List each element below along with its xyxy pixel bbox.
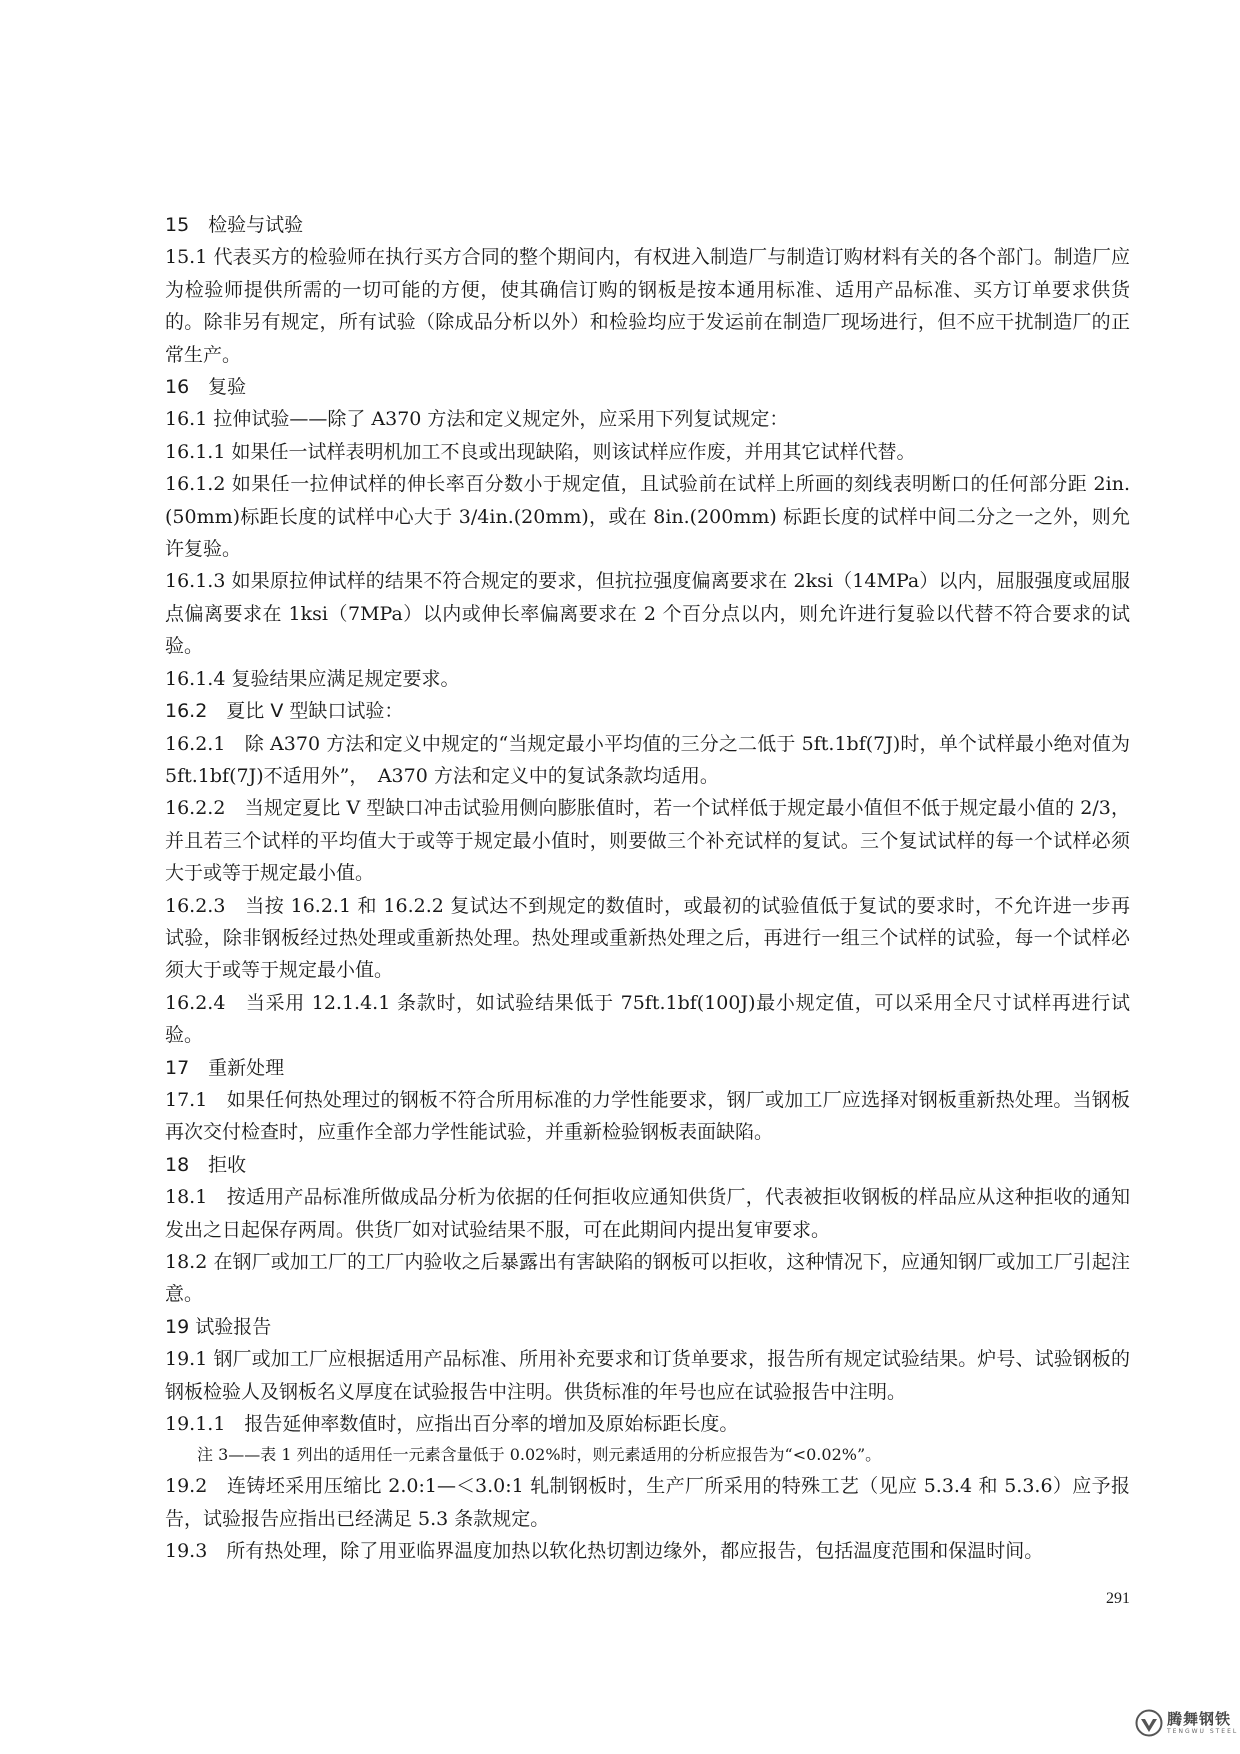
paragraph: 16.1.4 复验结果应满足规定要求。 (165, 667, 460, 690)
section-heading: 16.2 夏比 V 型缺口试验： (165, 700, 404, 723)
paragraph: 16.1 拉伸试验——除了 A370 方法和定义规定外，应采用下列复试规定： (165, 408, 789, 431)
paragraph: 19.3 所有热处理，除了用亚临界温度加热以软化热切割边缘外，都应报告，包括温度范围和保温时间。 (165, 1540, 1044, 1563)
section-heading: 17 重新处理 (165, 1056, 285, 1079)
tengwu-steel-logo-icon (1135, 1709, 1163, 1737)
paragraph: 19.2 连铸坯采用压缩比 2.0:1—＜3.0:1 轧制钢板时，生产厂所采用的特殊工艺（见应 5.3.4 和 5.3.6）应予报告，试验报告应指出已经满足 5.3 条款规定。 (165, 1475, 1130, 1530)
section-heading: 15 检验与试验 (165, 214, 304, 236)
paragraph: 16.2.3 当按 16.2.1 和 16.2.2 复试达不到规定的数值时，或最初的试验值低于复试的要求时，不允许进一步再试验，除非钢板经过热处理或重新热处理。热处理或重新热处理之后，再进行一组三个试样的试验，每一个试样必须大于或等于规定最小值。 (165, 894, 1130, 982)
paragraph: 17.1 如果任何热处理过的钢板不符合所用标准的力学性能要求，钢厂或加工厂应选择对钢板重新热处理。当钢板再次交付检查时，应重作全部力学性能试验，并重新检验钢板表面缺陷。 (165, 1088, 1130, 1144)
logo-name-en: TENGWU STEEL (1167, 1727, 1239, 1735)
section-heading: 16 复验 (165, 376, 247, 399)
note: 注 3——表 1 列出的适用任一元素含量低于 0.02%时，则元素适用的分析应报告为“<0.02%”。 (197, 1445, 882, 1465)
paragraph: 16.1.3 如果原拉伸试样的结果不符合规定的要求，但抗拉强度偏离要求在 2ksi（14MPa）以内，屈服强度或屈服点偏离要求在 1ksi（7MPa）以内或伸长率偏离要求在 2 个百分点以内，则允许进行复验以代替不符合要求的试验。 (165, 570, 1130, 658)
page-number: 291 (1106, 1590, 1130, 1607)
section-heading: 18 拒收 (165, 1153, 247, 1176)
document-body (165, 209, 1130, 1568)
paragraph: 18.2 在钢厂或加工厂的工厂内验收之后暴露出有害缺陷的钢板可以拒收，这种情况下，应通知钢厂或加工厂引起注意。 (165, 1251, 1130, 1306)
paragraph: 16.2.1 除 A370 方法和定义中规定的“当规定最小平均值的三分之二低于 5ft.1bf(7J)时，单个试样最小绝对值为 5ft.1bf(7J)不适用外”， A370 方法和定义中的复试条款均适用。 (165, 732, 1130, 787)
brand-logo (1135, 1695, 1240, 1750)
paragraph: 18.1 按适用产品标准所做成品分析为依据的任何拒收应通知供货厂，代表被拒收钢板的样品应从这种拒收的通知发出之日起保存两周。供货厂如对试验结果不服，可在此期间内提出复审要求。 (165, 1186, 1130, 1241)
paragraph: 15.1 代表买方的检验师在执行买方合同的整个期间内，有权进入制造厂与制造订购材料有关的各个部门。制造厂应为检验师提供所需的一切可能的方便，使其确信订购的钢板是按本通用标准、适用产品标准、买方订单要求供货的。除非另有规定，所有试验（除成品分析以外）和检验均应于发运前在制造厂现场进行，但不应干扰制造厂的正常生产。 (165, 246, 1130, 366)
logo-name-cn: 腾舞钢铁 (1167, 1709, 1232, 1728)
paragraph: 16.1.2 如果任一拉伸试样的伸长率百分数小于规定值，且试验前在试样上所画的刻线表明断口的任何部分距 2in.(50mm)标距长度的试样中心大于 3/4in.(20mm)，或在 8in.(200mm) 标距长度的试样中间二分之一之外，则允许复验。 (165, 473, 1130, 561)
paragraph: 19.1 钢厂或加工厂应根据适用产品标准、所用补充要求和订货单要求，报告所有规定试验结果。炉号、试验钢板的钢板检验人及钢板名义厚度在试验报告中注明。供货标准的年号也应在试验报告中注明。 (165, 1348, 1130, 1403)
paragraph: 19.1.1 报告延伸率数值时，应指出百分率的增加及原始标距长度。 (165, 1413, 739, 1436)
paragraph: 16.2.4 当采用 12.1.4.1 条款时，如试验结果低于 75ft.1bf(100J)最小规定值，可以采用全尺寸试样再进行试验。 (165, 991, 1130, 1047)
paragraph: 16.1.1 如果任一试样表明机加工不良或出现缺陷，则该试样应作废，并用其它试样代替。 (165, 440, 916, 463)
paragraph: 16.2.2 当规定夏比 V 型缺口冲击试验用侧向膨胀值时，若一个试样低于规定最小值但不低于规定最小值的 2/3，并且若三个试样的平均值大于或等于规定最小值时，则要做三个补充试样的复试。三个复试试样的每一个试样必须大于或等于规定最小值。 (165, 797, 1130, 885)
section-heading: 19 试验报告 (165, 1315, 272, 1338)
